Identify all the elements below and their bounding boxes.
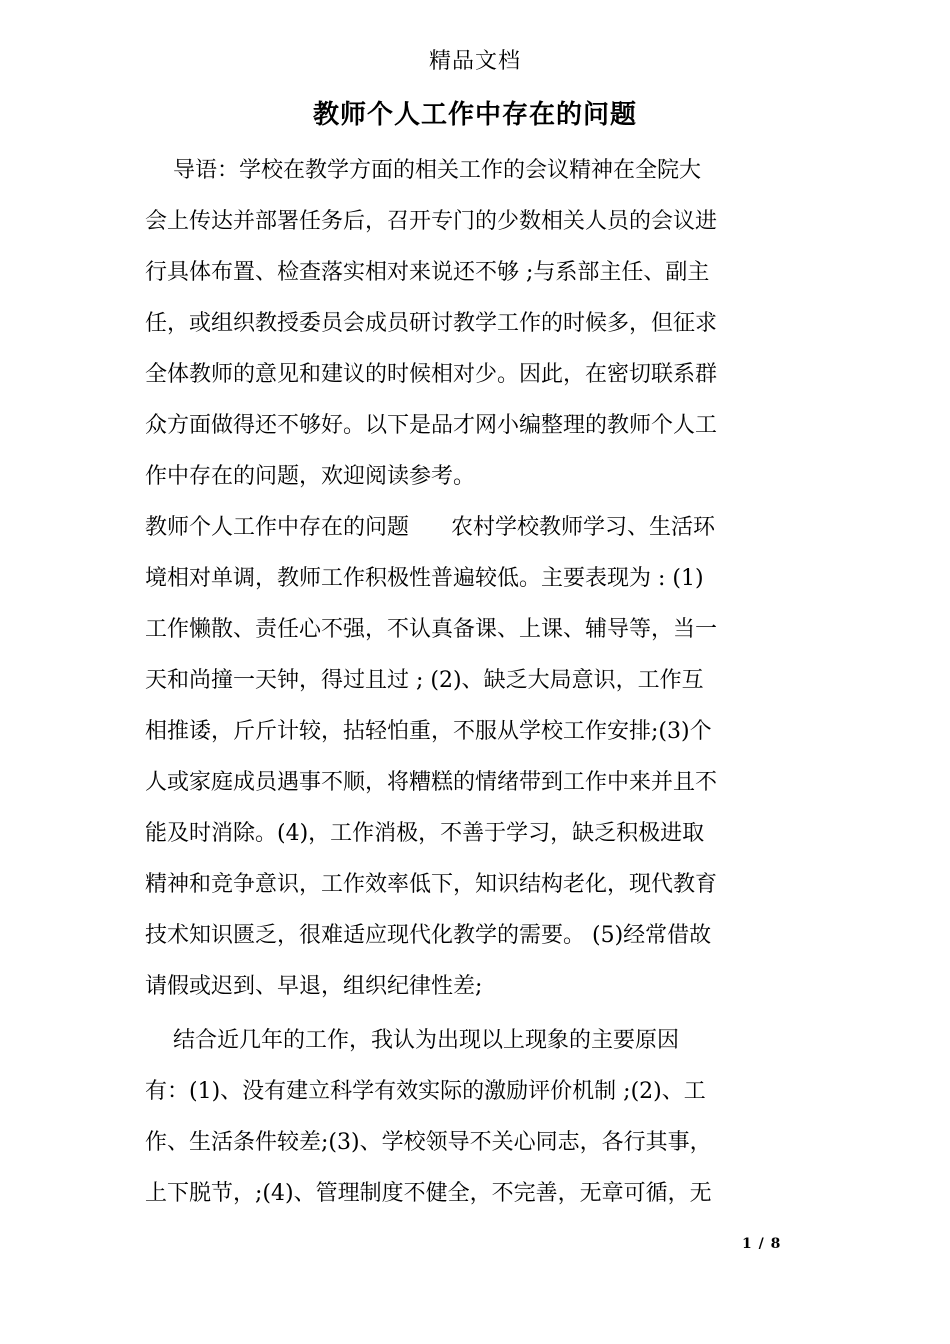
page-number: 1 / 8 [742, 1236, 782, 1252]
body-line: 全体教师的意见和建议的时候相对少。因此，在密切联系群 [145, 362, 718, 387]
document-body [145, 145, 809, 1219]
body-line: 结合近几年的工作，我认为出现以上现象的主要原因 [145, 1028, 679, 1053]
body-line: 教师个人工作中存在的问题 农村学校教师学习、生活环 [145, 515, 715, 540]
body-line: 工作懒散、责任心不强，不认真备课、上课、辅导等，当一 [145, 617, 718, 642]
body-line: 请假或迟到、早退，组织纪律性差; [145, 974, 483, 999]
document-header: 精品文档 [428, 49, 521, 74]
body-line: 人或家庭成员遇事不顺，将糟糕的情绪带到工作中来并且不 [145, 770, 718, 795]
body-line: 上下脱节，;(4)、管理制度不健全，不完善，无章可循，无 [145, 1181, 712, 1206]
document-title: 教师个人工作中存在的问题 [312, 100, 637, 130]
body-line: 导语：学校在教学方面的相关工作的会议精神在全院大 [145, 158, 701, 183]
body-line: 精神和竞争意识，工作效率低下，知识结构老化，现代教育 [145, 872, 718, 897]
body-line: 任，或组织教授委员会成员研讨教学工作的时候多，但征求 [145, 311, 718, 336]
body-line: 行具体布置、检查落实相对来说还不够 ;与系部主任、副主 [145, 260, 710, 285]
body-line: 作中存在的问题，欢迎阅读参考。 [145, 464, 476, 489]
body-line: 众方面做得还不够好。以下是品才网小编整理的教师个人工 [145, 413, 718, 438]
body-line: 技术知识匮乏，很难适应现代化教学的需要。 (5)经常借故 [145, 923, 712, 948]
body-line: 有：(1)、没有建立科学有效实际的激励评价机制 ;(2)、工 [145, 1079, 706, 1104]
body-line: 作、生活条件较差;(3)、学校领导不关心同志，各行其事， [145, 1130, 712, 1155]
body-line: 能及时消除。(4)，工作消极，不善于学习，缺乏积极进取 [145, 821, 705, 846]
body-line: 会上传达并部署任务后，召开专门的少数相关人员的会议进 [145, 209, 718, 234]
body-line: 境相对单调，教师工作积极性普遍较低。主要表现为 : (1) [145, 566, 704, 591]
body-line: 天和尚撞一天钟，得过且过 ; (2)、缺乏大局意识，工作互 [145, 668, 704, 693]
body-line: 相推诿，斤斤计较，拈轻怕重，不服从学校工作安排;(3)个 [145, 719, 712, 744]
